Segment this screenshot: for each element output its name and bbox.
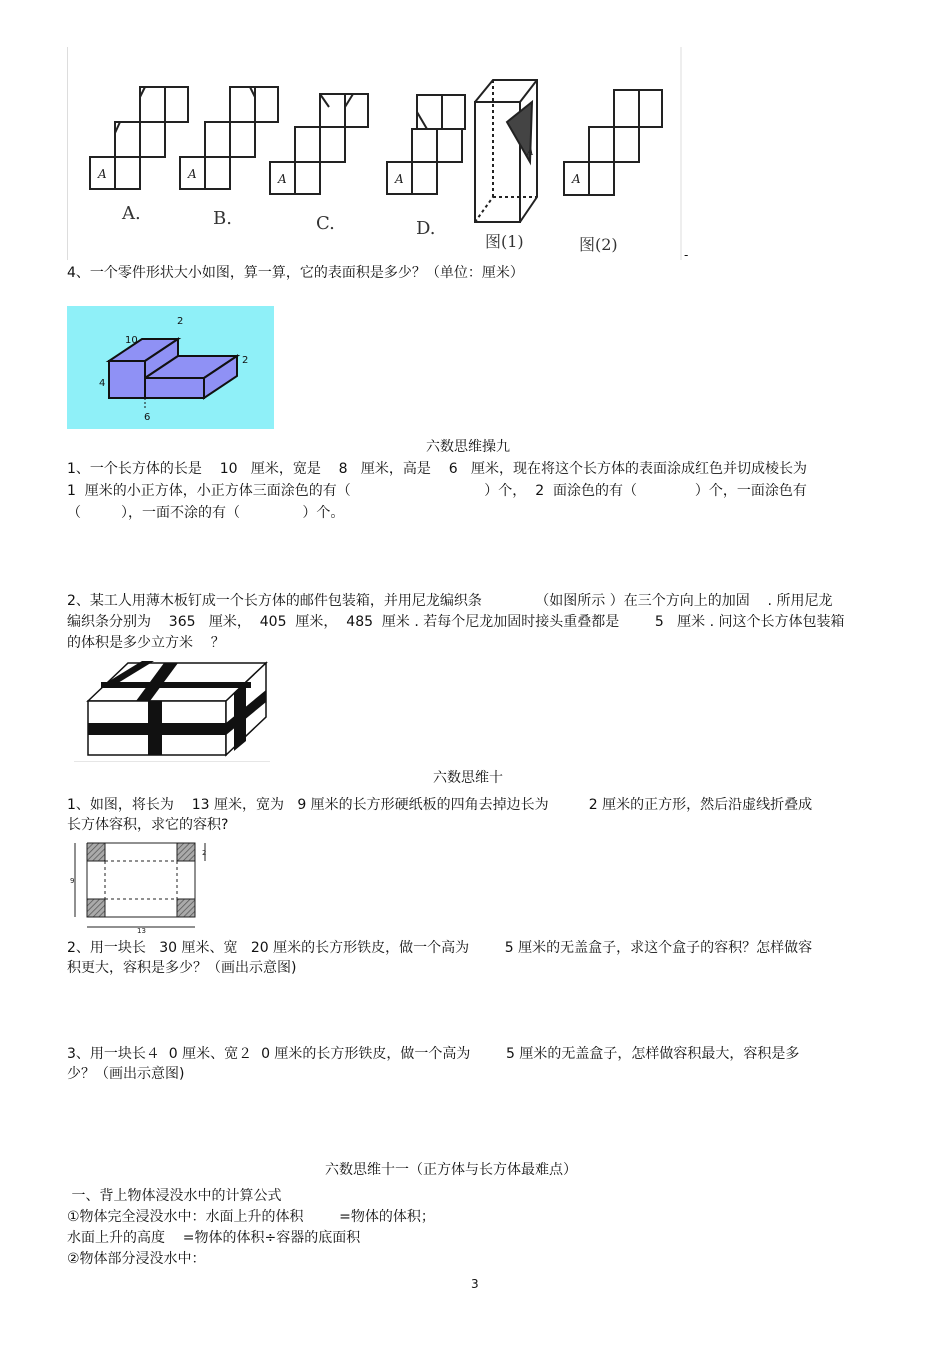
net-2-square [589, 162, 614, 195]
sec11-line: ①物体完全浸没水中：水面上升的体积 =物体的体积； [67, 1209, 435, 1225]
dim-label: 4 [99, 378, 106, 389]
sec9-q2-line: 的体积是多少立方米 ？ [67, 635, 225, 651]
package-figure-svg [74, 655, 270, 762]
net-b-square [205, 157, 230, 189]
dim-label: 2 [242, 355, 249, 366]
face-letter: A [572, 172, 581, 186]
net-c-square [295, 162, 320, 194]
dim-label: 10 [125, 335, 138, 346]
net-d-square [417, 95, 442, 129]
net-d-square [437, 129, 462, 162]
net-a-square [140, 122, 165, 157]
face-letter: A [527, 148, 534, 158]
net-2-square [614, 127, 639, 162]
net-c-square [295, 127, 320, 162]
sec9-q1-line: 1 厘米的小正方体，小正方体三面涂色的有（ ）个， 2 面涂色的有（ ）个，一面涂色有 [67, 483, 807, 499]
option-label-c: C. [316, 213, 335, 234]
net-b-square [230, 122, 255, 157]
option-label-d: D. [416, 218, 436, 239]
net-d-square [412, 162, 437, 194]
net-c-square [345, 94, 368, 127]
face-letter: A [278, 172, 287, 186]
net-2-square [639, 90, 662, 127]
sec10-q3-line: 3、用一块长４ 0 厘米、宽２ 0 厘米的长方形铁皮，做一个高为 5 厘米的无盖盒子，怎样做容积最大，容积是多 [67, 1046, 800, 1062]
face-letter: A [98, 167, 107, 181]
trailing-dash: - [684, 248, 689, 262]
sec10-q1-line: 长方体容积，求它的容积? [67, 817, 229, 833]
dim-label: 6 [144, 412, 151, 423]
figure-1-label: 图(1) [485, 232, 524, 251]
dim-label-2: 2 [202, 849, 207, 857]
dim-label-9: 9 [70, 877, 75, 885]
package-figure [74, 655, 270, 762]
sec10-q3-line: 少？（画出示意图) [67, 1066, 185, 1082]
section-title-10: 六数思维十 [433, 770, 503, 786]
face-letter: A [395, 172, 404, 186]
sec10-q2-line: 积更大，容积是多少？（画出示意图) [67, 960, 297, 976]
net-b-square [230, 87, 255, 122]
net-d-square [412, 129, 437, 162]
section-title-11: 六数思维十一（正方体与长方体最难点） [325, 1162, 577, 1178]
sec10-q1-line: 1、如图，将长为 13 厘米，宽为 9 厘米的长方形硬纸板的四角去掉边长为 2 厘米的正方形，然后沿虚线折叠成 [67, 797, 813, 813]
part-figure-svg [67, 306, 274, 429]
sec9-q2-line: 2、某工人用薄木板钉成一个长方体的邮件包装箱，并用尼龙编织条 （如图所示 ）在三个方向上的加固 . 所用尼龙 [67, 593, 833, 609]
sec9-q1-line: （ ），一面不涂的有（ ）个。 [67, 505, 345, 521]
net-2-square [614, 90, 639, 127]
dim-label-13: 13 [137, 927, 146, 935]
section-title-9: 六数思维操九 [426, 439, 510, 455]
option-label-a: A. [122, 203, 141, 224]
net-b-square [255, 87, 278, 122]
sec11-line: 水面上升的高度 =物体的体积÷容器的底面积 [67, 1230, 361, 1246]
question-4: 4、一个零件形状大小如图，算一算，它的表面积是多少？（单位：厘米） [67, 265, 524, 281]
sec11-line: ②物体部分浸没水中： [67, 1251, 206, 1267]
option-label-b: B. [213, 208, 232, 229]
cube-net-figure [67, 47, 683, 260]
net-a-square [140, 87, 165, 122]
dim-label: 2 [177, 316, 184, 327]
cube-net-figure-svg [67, 47, 683, 260]
sec9-q1-line: 1、一个长方体的长是 10 厘米，宽是 8 厘米，高是 6 厘米，现在将这个长方体的表面涂成红色并切成棱长为 [67, 461, 807, 477]
sec11-line: 一、背上物体浸没水中的计算公式 [67, 1188, 282, 1204]
page-number: 3 [471, 1277, 479, 1291]
figure-2-label: 图(2) [579, 235, 618, 254]
net-b-square [205, 122, 230, 157]
sec9-q2-line: 编织条分别为 365 厘米， 405 厘米， 485 厘米 . 若每个尼龙加固时接头重叠都是 5 厘米 . 问这个长方体包装箱 [67, 614, 845, 630]
face-letter: A [188, 167, 197, 181]
net-d-square [442, 95, 465, 129]
cardboard-figure [67, 835, 213, 935]
net-a-square [115, 157, 140, 189]
net-a-square [165, 87, 188, 122]
net-2-square [589, 127, 614, 162]
sec10-q2-line: 2、用一块长 30 厘米、宽 20 厘米的长方形铁皮，做一个高为 5 厘米的无盖盒子，求这个盒子的容积？怎样做容 [67, 940, 813, 956]
cardboard-figure-svg [67, 835, 213, 935]
net-c-square [320, 127, 345, 162]
part-figure [67, 306, 274, 429]
net-a-square [115, 122, 140, 157]
